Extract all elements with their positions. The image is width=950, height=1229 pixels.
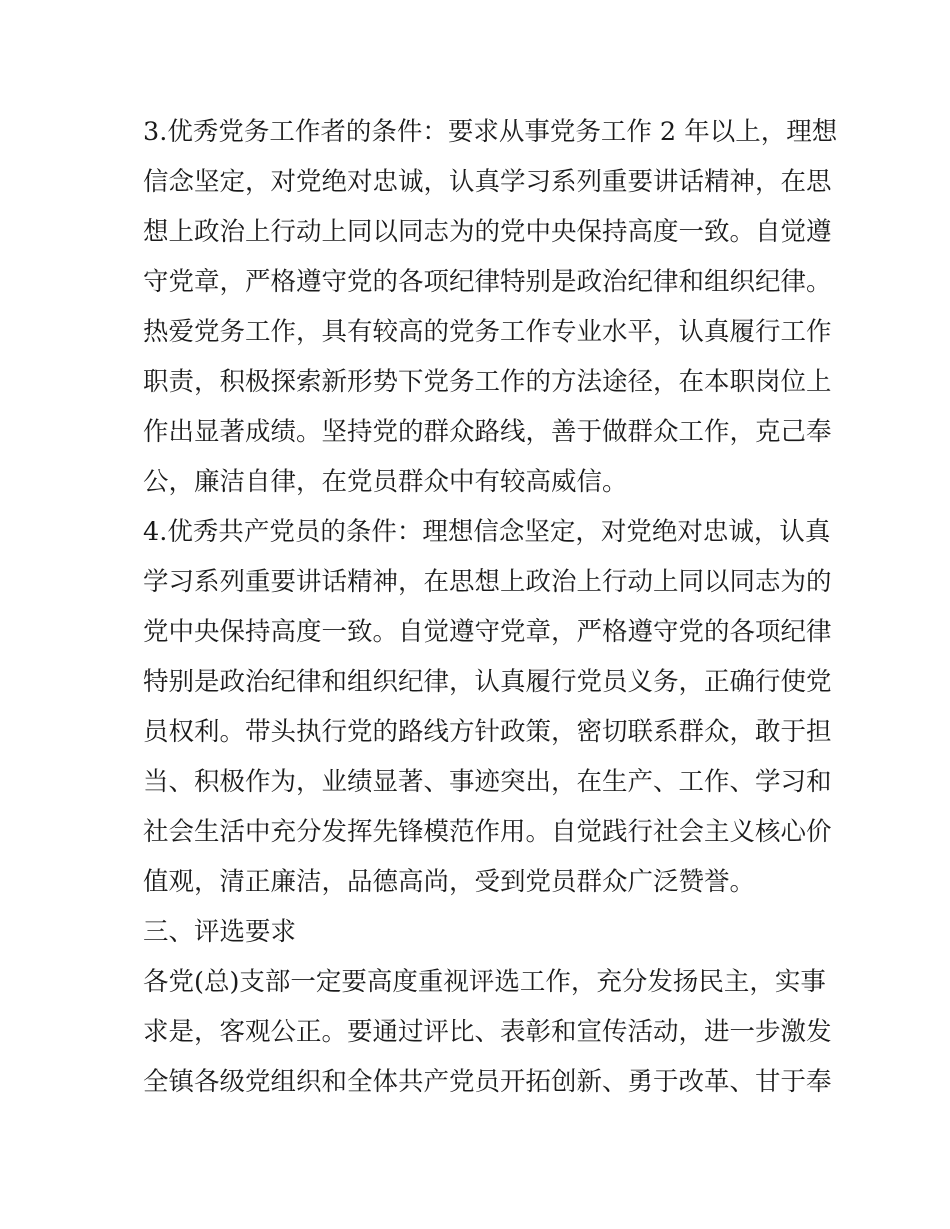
text-line: 公，廉洁自律，在党员群众中有较高威信。 bbox=[143, 467, 628, 497]
text-line: 值观，清正廉洁，品德高尚，受到党员群众广泛赞誉。 bbox=[143, 867, 756, 897]
text-line: 学习系列重要讲话精神，在思想上政治上行动上同以同志为的 bbox=[143, 567, 832, 597]
text-line: 热爱党务工作，具有较高的党务工作专业水平，认真履行工作 bbox=[143, 317, 832, 347]
text-line: 4.优秀共产党员的条件：理想信念坚定，对党绝对忠诚，认真 bbox=[143, 517, 831, 547]
text-line: 各党(总)支部一定要高度重视评选工作，充分发扬民主，实事 bbox=[143, 967, 826, 997]
text-line: 全镇各级党组织和全体共产党员开拓创新、勇于改革、甘于奉 bbox=[143, 1067, 832, 1097]
text-line: 当、积极作为，业绩显著、事迹突出，在生产、工作、学习和 bbox=[143, 767, 832, 797]
text-line: 职责，积极探索新形势下党务工作的方法途径，在本职岗位上 bbox=[143, 367, 832, 397]
section-heading: 三、评选要求 bbox=[143, 917, 297, 947]
text-line: 员权利。带头执行党的路线方针政策，密切联系群众，敢于担 bbox=[143, 717, 832, 747]
text-line: 特别是政治纪律和组织纪律，认真履行党员义务，正确行使党 bbox=[143, 667, 832, 697]
document-body bbox=[143, 107, 838, 1107]
text-line: 3.优秀党务工作者的条件：要求从事党务工作 2 年以上，理想 bbox=[143, 117, 838, 147]
text-line: 求是，客观公正。要通过评比、表彰和宣传活动，进一步激发 bbox=[143, 1017, 832, 1047]
text-line: 社会生活中充分发挥先锋模范作用。自觉践行社会主义核心价 bbox=[143, 817, 832, 847]
text-line: 作出显著成绩。坚持党的群众路线，善于做群众工作，克己奉 bbox=[143, 417, 832, 447]
text-line: 信念坚定，对党绝对忠诚，认真学习系列重要讲话精神，在思 bbox=[143, 167, 832, 197]
text-line: 党中央保持高度一致。自觉遵守党章，严格遵守党的各项纪律 bbox=[143, 617, 832, 647]
text-line: 守党章，严格遵守党的各项纪律特别是政治纪律和组织纪律。 bbox=[143, 267, 832, 297]
text-line: 想上政治上行动上同以同志为的党中央保持高度一致。自觉遵 bbox=[143, 217, 832, 247]
